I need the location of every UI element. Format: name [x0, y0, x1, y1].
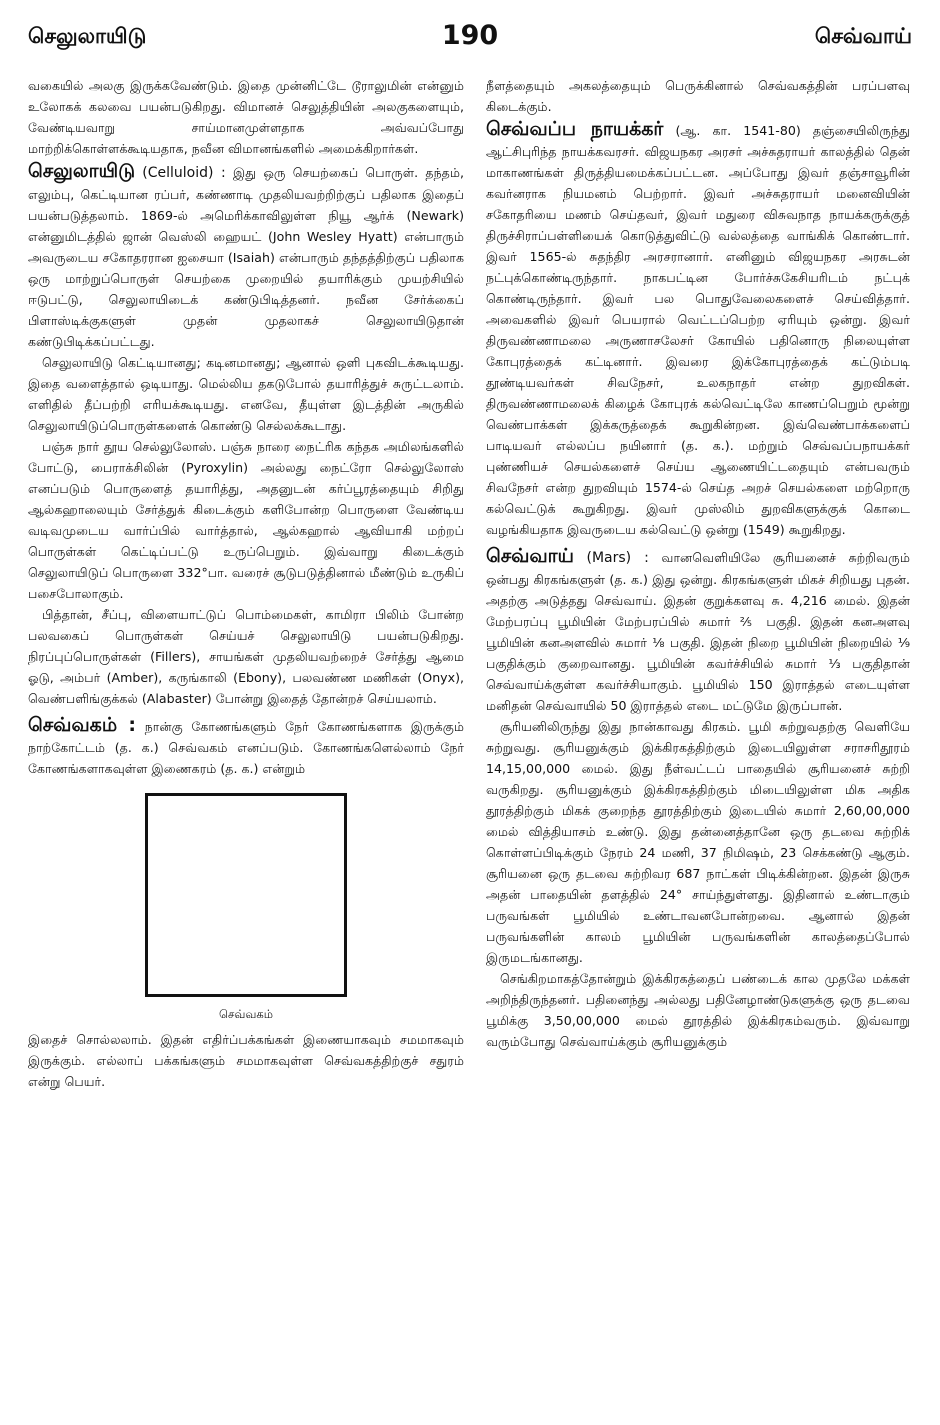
continued-paragraph: நீளத்தையும் அகலத்தையும் பெருக்கினால் செவ்வகத்தின் பரப்பளவு கிடைக்கும். — [486, 78, 910, 114]
entry-celluloid — [28, 159, 464, 352]
entry-headword: செவ்வாய் — [486, 545, 574, 567]
continued-paragraph: வகையில் அலகு இருக்கவேண்டும். இதை முன்னிட்டே டூராலுமின் என்னும் உலோகக் கலவை பயன்படுகிறது. விமானச் செலுத்தியின் அலகுகளையும், வேண்டியவாறு சாய்மானமுள்ளதாக அவ்வப்போது மாற்றிக்கொள்ளக்கூடியதாக, நவீன விமானங்களில் அமைக்கிறார்கள். — [28, 78, 464, 156]
running-head-left: செலுலாயிடு — [28, 24, 147, 48]
left-column — [28, 75, 464, 1420]
rectangle-figure — [28, 793, 464, 1023]
entry-headword: செவ்வகம் : — [28, 714, 137, 736]
right-column — [486, 75, 910, 1420]
entry-paragraph: தஞ்சையிலிருந்து ஆட்சிபுரிந்த நாயக்கவரசர். விஜயநகர அரசர் அச்சுதராயர் காலத்தில் தென் மாகாணங்கள் திருத்தியமைக்கப்பட்டன. அப்போது இவர் தஞ்சாவூரின் கவர்னராக நியமனம் பெற்றார். இவர் அச்சுதராயர் மனைவியின் சகோதரியை மணம் செய்தவர், இவர் மதுரை விசுவநாத நாயக்கருக்குத் திருச்சிராப்பள்ளியைக் கொடுத்துவிட்டு வல்லத்தை வாங்கிக் கொண்டார். இவர் 1565-ல் சுதந்திர அரசரானார். எனினும் விஜயநகர அரசுடன் நட்புக்கொண்டிருந்தார். நாகபட்டின போர்ச்சுகேசியரிடம் நட்புக் கொண்டிருந்தார். இவர் பல பொதுவேலைகளைச் செய்வித்தார். அவைகளில் இவர் பெயரால் வெட்டப்பெற்ற ஏரியும் ஒன்று. இவர் திருவண்ணாமலை அருணாசலேசர் கோயில் பதினொரு நிலையுள்ள கோபுரத்தைக் கட்டினார். இவரை இக்கோபுரத்தைக் கட்டும்படி தூண்டியவர்கள் சிவநேசர், உலகநாதர் என்ற துறவிகள். திருவண்ணாமலைக் கிழைக் கோபுரக் கல்வெட்டிலே காணப்பெறும் மூன்று வெண்பாக்கள் இக்கருத்தைக் கூறுகின்றன. இவ்வெண்பாக்களைப் பாடியவர் எல்லப்ப நயினார் (த. க.). மற்றும் செவ்வப்பநாயக்கர் புண்ணியச் செயல்களைச் செய்ய ஆணையிட்டதையும் என்பவரும் சிவநேசர் என்ற துறவியும் 1574-ல் செய்த அறச் செயல்களை மற்றொரு கல்வெட்டுக் கூறுகிறது. இவர் முஸ்லிம் துறவிகளுக்குக் கொடை வழங்கியதாக இவருடைய கல்வெட்டு ஒன்று (1549) கூறுகிறது. — [486, 123, 910, 537]
entry-paragraph: பஞ்சு நார் தூய செல்லுலோஸ். பஞ்சு நாரை நைட்ரிக கந்தக அமிலங்களில் போட்டு, பைராக்சிலின் (Pyroxylin) அல்லது நைட்ரோ செல்லுலோஸ் எனப்படும் பொருளைத் தயாரித்து, அதனுடன் கர்ப்பூரத்தையும் சிறிது ஆல்கஹாலையும் சேர்த்துக் கிடைக்கும் களிபோன்ற பொருளை வேண்டிய வடிவமுடைய வார்ப்பில் வார்த்தால், ஆல்கஹால் ஆவியாகி மற்றப் பொருள்கள் கெட்டிப்பட்டு உருப்பெறும். இவ்வாறு கிடைக்கும் செலுலாயிடுப் பொருளை 332°பா. வரைச் சூடுபடுத்தினால் மீண்டும் உருகிப் பசைபோலாகும். — [28, 439, 464, 601]
entry-paragraph: வானவெளியிலே சூரியனைச் சுற்றிவரும் ஒன்பது கிரகங்களுள் (த. க.) இது ஒன்று. கிரகங்களுள் மிகச் சிறியது புதன். அதற்கு அடுத்தது செவ்வாய். இதன் குறுக்களவு சு. 4,216 மைல். இதன் மேற்பரப்பு பூமியின் மேற்பரப்பில் சுமார் ⅖ பகுதி. இதன் கனஅளவு பூமியின் கனஅளவில் சுமார் ⅛ பகுதி. இதன் நிறை பூமியின் நிறையில் ⅑ பகுதிக்கும் குறைவானது. பூமியின் கவர்ச்சியில் சுமார் ⅓ பகுதிதான் செவ்வாய்க்குள்ள கவர்ச்சியாகும். பூமியில் 150 இராத்தல் எடையுள்ள மனிதன் செவ்வாயில் 50 இராத்தல் எடை மட்டுமே இருப்பான். — [486, 550, 910, 713]
entry-paragraph: இதைச் சொல்லலாம். இதன் எதிர்ப்பக்கங்கள் இணையாகவும் சமமாகவும் இருக்கும். எல்லாப் பக்கங்களும் சமமாகவுள்ள செவ்வகத்திற்குச் சதுரம் என்று பெயர். — [28, 1032, 464, 1089]
running-head-right: செவ்வாய் — [814, 24, 912, 48]
entry-sevvagam — [28, 713, 464, 779]
entry-english-term: (Celluloid) : — [142, 165, 226, 181]
entry-english-term: (Mars) : — [586, 550, 649, 566]
page-header — [0, 0, 940, 60]
entry-paragraph: இது ஒரு செயற்கைப் பொருள். தந்தம், எலும்பு, கெட்டியான ரப்பர், கண்ணாடி முதலியவற்றிற்குப் பதிலாக இதைப் பயன்படுத்தலாம். 1869-ல் அமெரிக்காவிலுள்ள நியூ ஆர்க் (Newark) என்னுமிடத்தில் ஜான் வெஸ்லி ஹையட் (John Wesley Hyatt) என்பாரும் அவருடைய சகோதரரான ஐசையா (Isaiah) என்பாரும் தந்தத்திற்குப் பதிலாக ஒரு மாற்றுப்பொருள் செயற்கை முறையில் தயாரிக்கும் முயற்சியில் ஈடுபட்டு, செலுலாயிடைக் கண்டுபிடித்தனர். நவீன சேர்க்கைப் பிளாஸ்டிக்குகளுள் முதன் முதலாகச் செலுலாயிடுதான் கண்டுபிடிக்கப்பட்டது. — [28, 165, 464, 349]
entry-sevvai — [486, 544, 910, 716]
page-number: 190 — [441, 20, 499, 51]
entry-headword: செவ்வப்ப நாயக்கர் — [486, 118, 664, 140]
entry-paragraph: செலுலாயிடு கெட்டியானது; கடினமானது; ஆனால் ஒளி புகவிடக்கூடியது. இதை வளைத்தால் ஒடியாது. மெல்லிய தகடுபோல் தயாரித்துச் சுருட்டலாம். எளிதில் தீப்பற்றி எரியக்கூடியது. எனவே, தீயுள்ள இடத்தின் அருகில் செலுலாயிடுப்பொருள்களைக் கொண்டு செல்லக்கூடாது. — [28, 355, 464, 433]
entry-paragraph: பித்தான், சீப்பு, விளையாட்டுப் பொம்மைகள், காமிரா பிலிம் போன்ற பலவகைப் பொருள்கள் செய்யச் செலுலாயிடு பயன்படுகிறது. நிரப்புப்பொருள்கள் (Fillers), சாயங்கள் முதலியவற்றைச் சேர்த்து ஆமை ஓடு, அம்பர் (Amber), கருங்காலி (Ebony), பலவண்ண மணிகள் (Onyx), வெண்பளிங்குக்கல் (Alabaster) போன்று இதைத் தோன்றச் செய்யலாம். — [28, 607, 464, 706]
entry-sevvappa-nayakkar — [486, 117, 910, 540]
entry-paragraph: சூரியனிலிருந்து இது நான்காவது கிரகம். பூமி சுற்றுவதற்கு வெளியே சுற்றுவது. சூரியனுக்கும் இக்கிரகத்திற்கும் இடையிலுள்ள சராசரிதூரம் 14,15,00,000 மைல். இது நீள்வட்டப் பாதையில் சூரியனைச் சுற்றி வருகிறது. சூரியனுக்கும் இக்கிரகத்திற்கும் மிடையிலுள்ள மிக அதிக தூரத்திற்கும் மிகக் குறைந்த தூரத்திற்கும் இடையில் சுமார் 2,60,00,000 மைல் வித்தியாசம் உண்டு. இது தன்னைத்தானே ஒரு தடவை சுற்றிக் கொள்ளப்பிடிக்கும் நேரம் 24 மணி, 37 நிமிஷம், 23 செக்கண்டு ஆகும். சூரியனை ஒரு தடவை சுற்றிவர 687 நாட்கள் பிடிக்கின்றன. இதன் இருசு அதன் பாதையின் தளத்தில் 24° சாய்ந்துள்ளது. இதினால் உண்டாகும் பருவங்கள் பூமியில் உண்டாவனபோன்றவை. ஆனால் இதன் பருவங்களின் காலம் பூமியின் பருவங்களின் காலத்தைப்போல் இருமடங்கானது. — [486, 719, 910, 965]
entry-paragraph: நான்கு கோணங்களும் நேர் கோணங்களாக இருக்கும் நாற்கோட்டம் (த. க.) செவ்வகம் எனப்படும். கோணங்களெல்லாம் நேர் கோணங்களாகவுள்ள இணைகரம் (த. க.) என்றும் — [28, 719, 464, 776]
figure-caption: செவ்வகம் — [219, 1007, 273, 1021]
entry-headword: செலுலாயிடு — [28, 160, 136, 182]
entry-dates: (ஆ. கா. 1541-80) — [675, 123, 801, 138]
rectangle-diagram — [145, 793, 347, 997]
entry-paragraph: செங்கிறமாகத்தோன்றும் இக்கிரகத்தைப் பண்டைக் கால முதலே மக்கள் அறிந்திருந்தனர். பதினைந்து அல்லது பதினேழாண்டுகளுக்கு ஒரு தடவை பூமிக்கு 3,50,00,000 மைல் தூரத்தில் இக்கிரகம்வரும். இவ்வாறு வரும்போது செவ்வாய்க்கும் சூரியனுக்கும் — [486, 971, 910, 1049]
